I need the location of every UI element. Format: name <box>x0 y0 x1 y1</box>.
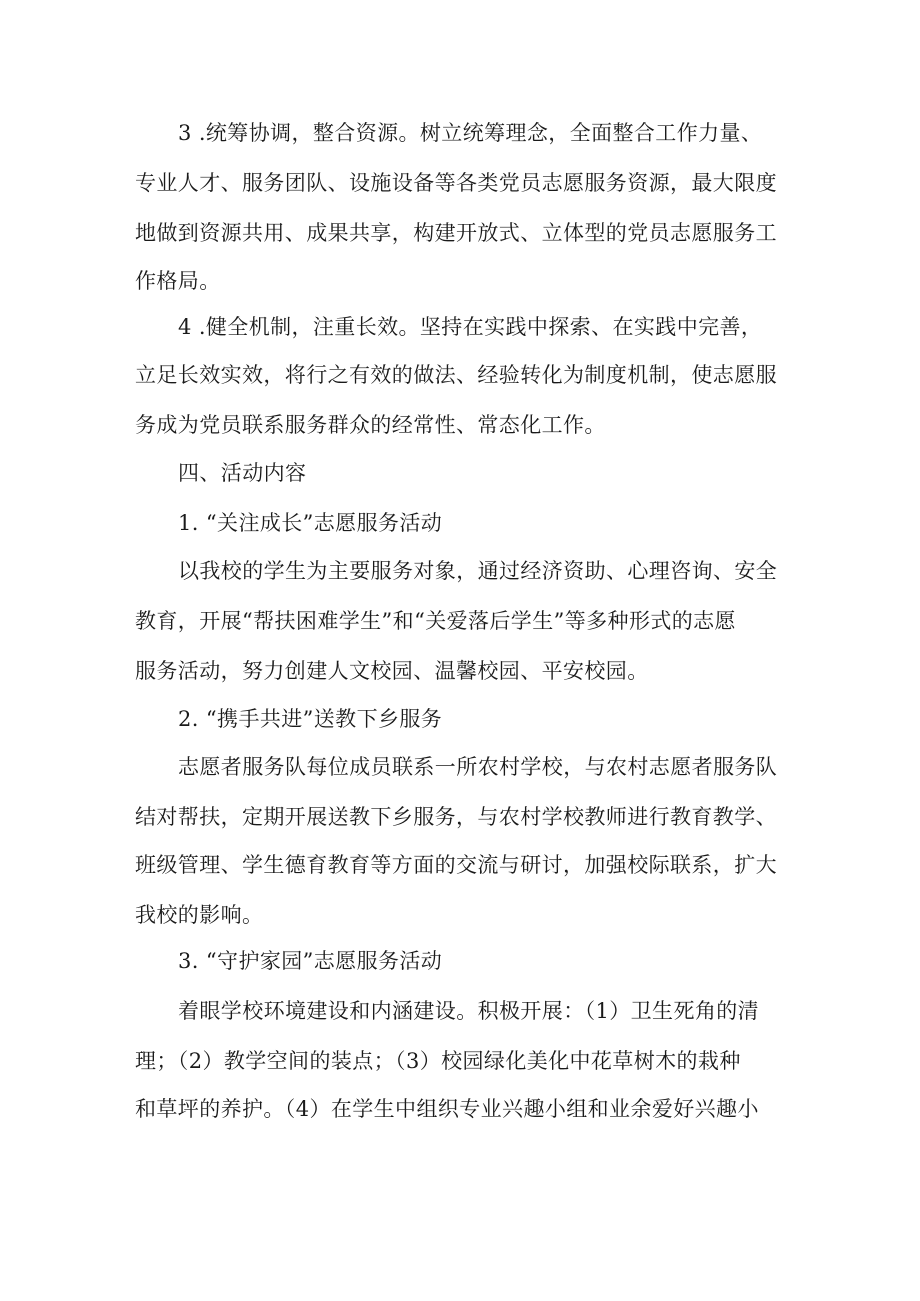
text-line: 结对帮扶，定期开展送教下乡服务，与农村学校教师进行教育教学、 <box>135 805 777 829</box>
text-line: 和草坪的养护。（4）在学生中组织专业兴趣小组和业余爱好兴趣小 <box>135 1097 759 1121</box>
subsection-heading: 1. “关注成长”志愿服务活动 <box>178 511 443 535</box>
text-line: 地做到资源共用、成果共享，构建开放式、立体型的党员志愿服务工 <box>135 221 777 245</box>
text-line: 教育，开展“帮扶困难学生”和“关爱落后学生”等多种形式的志愿 <box>135 609 736 633</box>
text-line: 服务活动，努力创建人文校园、温馨校园、平安校园。 <box>135 659 649 683</box>
text-line: 专业人才、服务团队、设施设备等各类党员志愿服务资源，最大限度 <box>135 171 777 195</box>
text-line: 着眼学校环境建设和内涵建设。积极开展：（1）卫生死角的清 <box>178 999 760 1023</box>
text-line: 3 .统筹协调，整合资源。树立统筹理念，全面整合工作力量、 <box>178 121 763 145</box>
text-line: 理；（2）教学空间的装点；（3）校园绿化美化中花草树木的栽种 <box>135 1049 741 1073</box>
section-heading: 四、活动内容 <box>178 461 307 485</box>
text-line: 4 .健全机制，注重长效。坚持在实践中探索、在实践中完善， <box>178 315 763 339</box>
text-line: 以我校的学生为主要服务对象，通过经济资助、心理咨询、安全 <box>178 559 778 583</box>
subsection-heading: 2. “携手共进”送教下乡服务 <box>178 707 443 731</box>
text-line: 班级管理、学生德育教育等方面的交流与研讨，加强校际联系，扩大 <box>135 853 777 877</box>
subsection-heading: 3. “守护家园”志愿服务活动 <box>178 949 443 973</box>
text-line: 作格局。 <box>135 269 221 293</box>
text-line: 我校的影响。 <box>135 903 264 927</box>
text-line: 务成为党员联系服务群众的经常性、常态化工作。 <box>135 413 606 437</box>
text-line: 立足长效实效，将行之有效的做法、经验转化为制度机制，使志愿服 <box>135 363 777 387</box>
text-line: 志愿者服务队每位成员联系一所农村学校，与农村志愿者服务队 <box>178 755 778 779</box>
